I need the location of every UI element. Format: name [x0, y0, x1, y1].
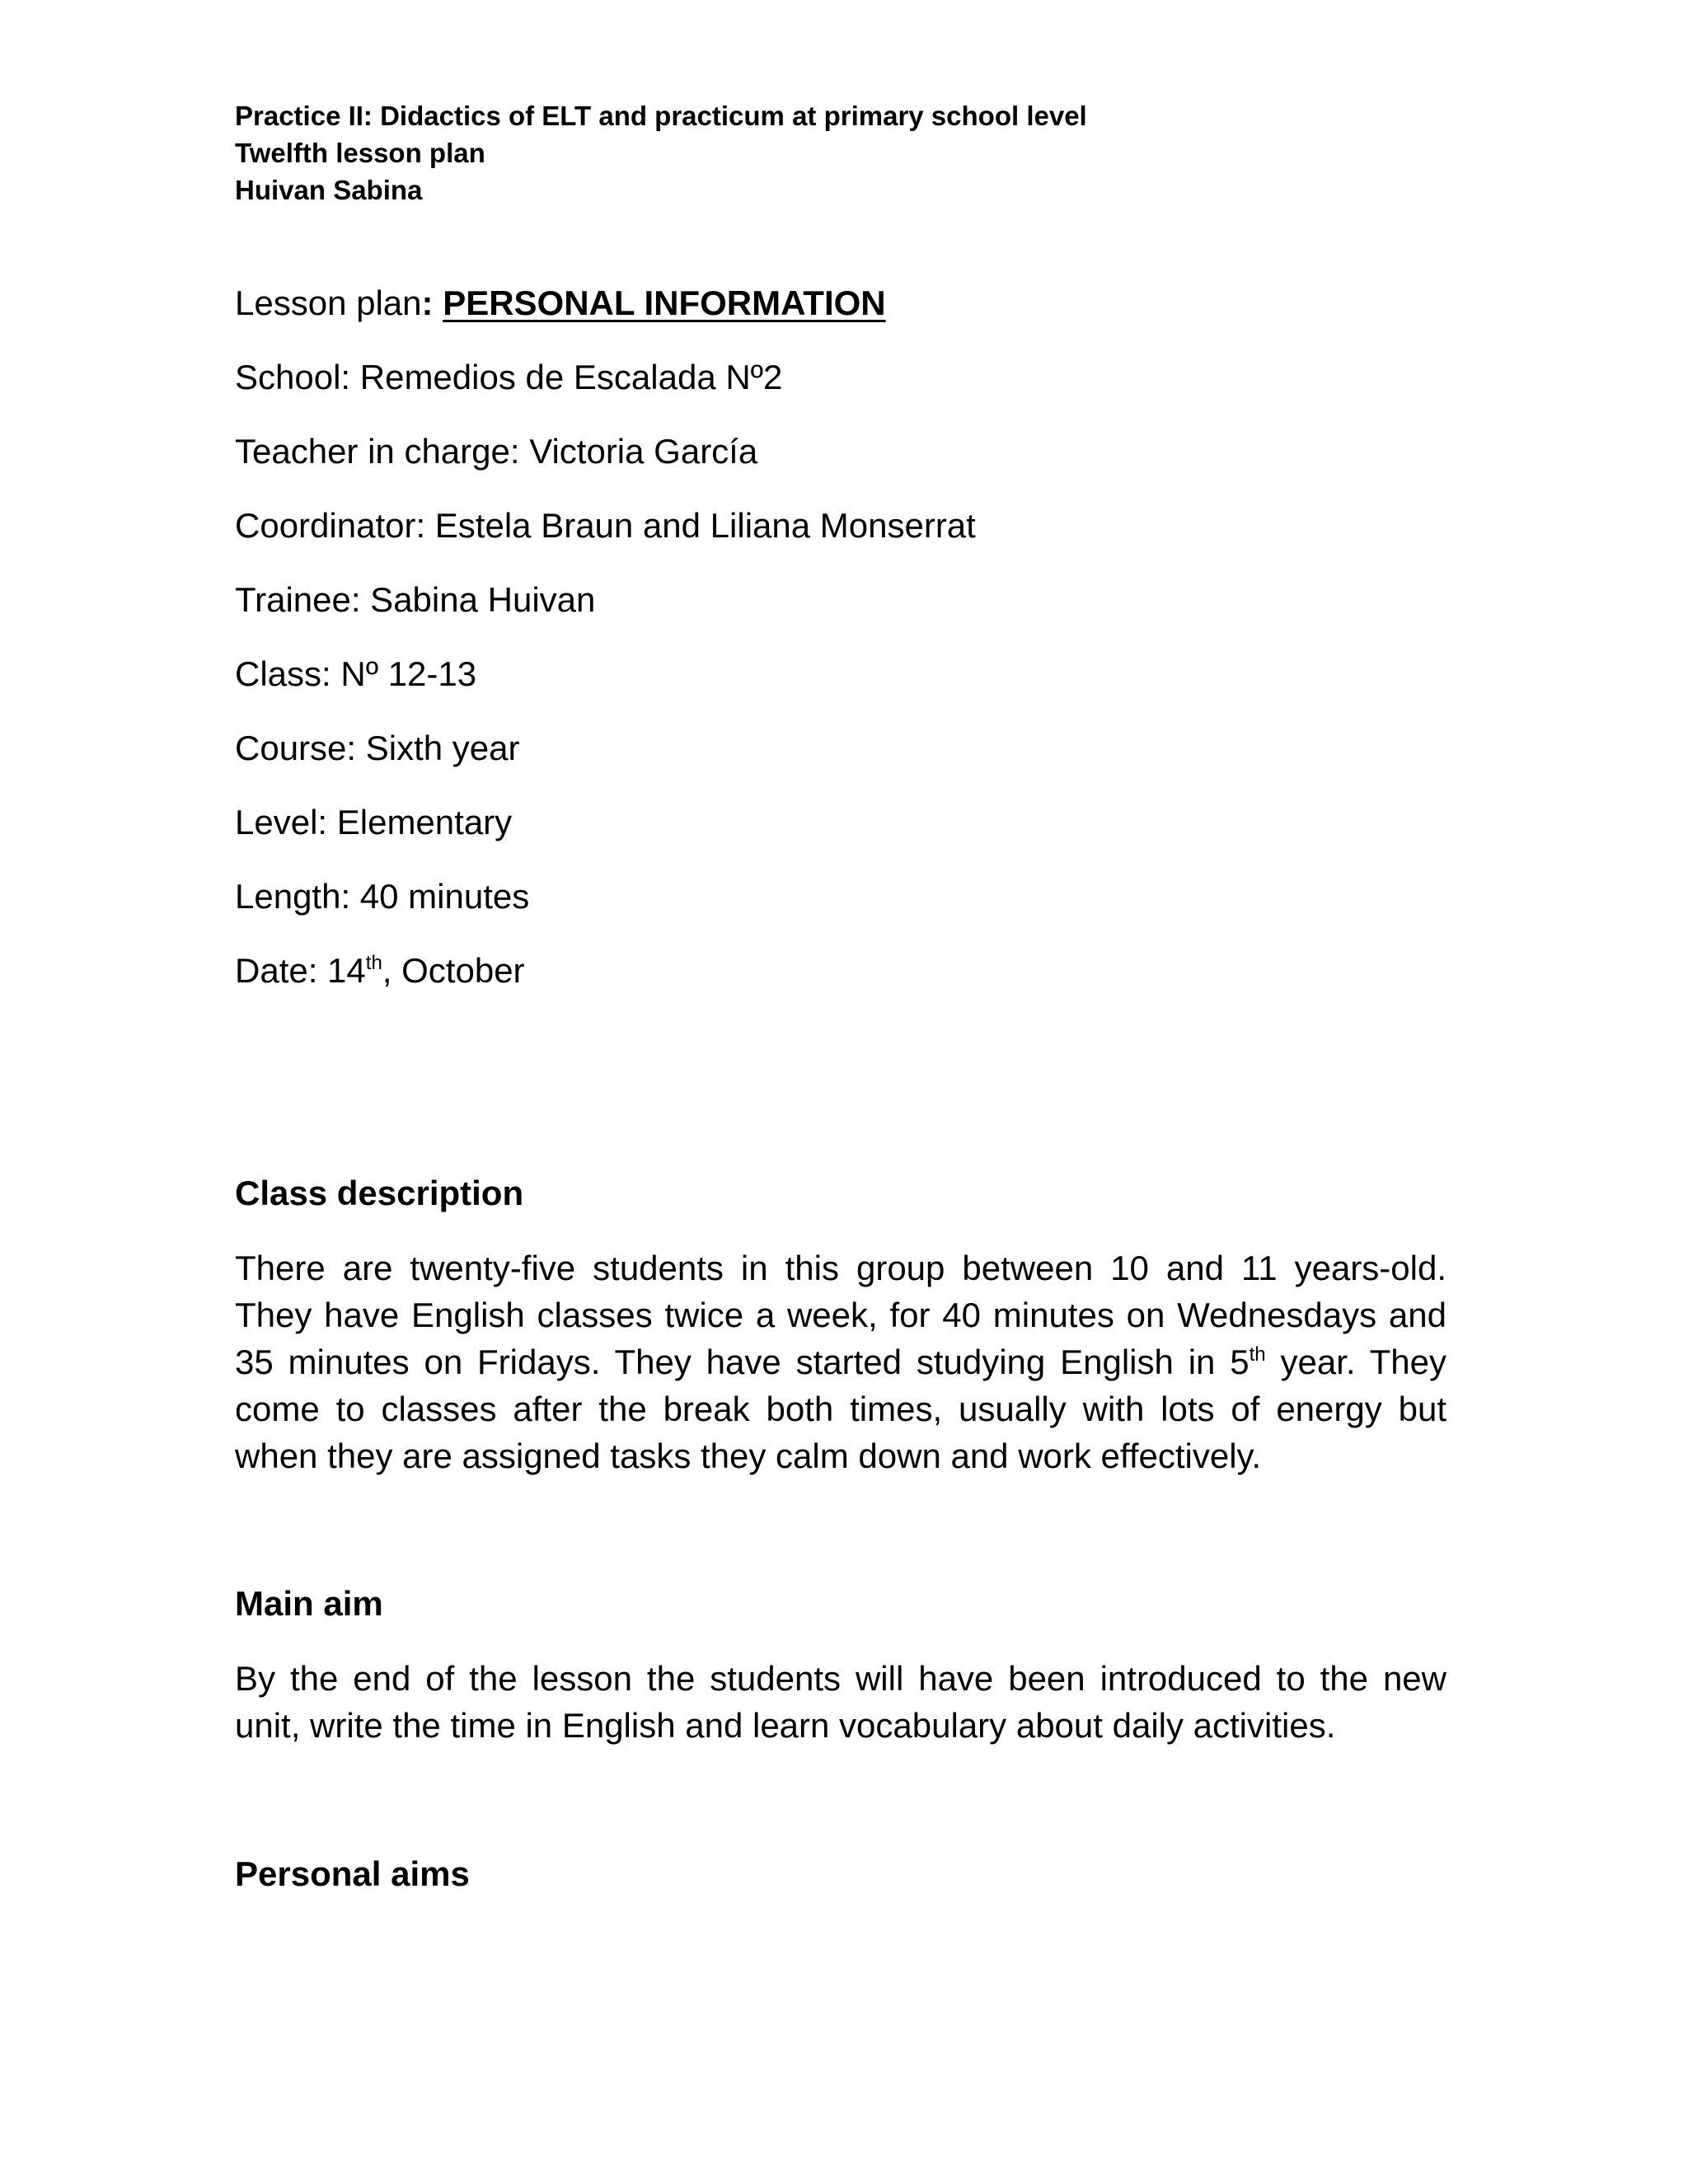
- paragraph-line: unit, write the time in English and learn vocabulary about daily activities.: [235, 1706, 1336, 1745]
- course-title: Practice II: Didactics of ELT and practicum at primary school level: [235, 101, 1087, 131]
- paragraph-line: They have English classes twice a week, for 40 minutes on Wednesdays and: [235, 1296, 1447, 1334]
- lesson-plan-colon: :: [421, 284, 434, 322]
- paragraph-line: By the end of the lesson the students will have been introduced to the new: [235, 1659, 1447, 1698]
- date-prefix: Date: 14: [235, 951, 366, 990]
- author-name: Huivan Sabina: [235, 175, 423, 205]
- date-field: [235, 949, 525, 992]
- line-prefix: 35 minutes on Fridays. They have started studying English in 5: [235, 1343, 1250, 1381]
- date-ordinal: th: [365, 952, 382, 974]
- coordinator-field: Coordinator: Estela Braun and Liliana Monserrat: [235, 506, 976, 545]
- class-description-heading: Class description: [235, 1174, 524, 1212]
- paragraph-line: come to classes after the break both times, usually with lots of energy but: [235, 1390, 1447, 1428]
- document-header: [235, 97, 1087, 209]
- main-aim-heading: Main aim: [235, 1584, 383, 1623]
- paragraph-line: There are twenty-five students in this group between 10 and 11 years-old.: [235, 1249, 1447, 1287]
- level-field: Level: Elementary: [235, 803, 513, 841]
- main-aim-text: [235, 1655, 1447, 1749]
- personal-aims-heading: Personal aims: [235, 1854, 470, 1893]
- line-suffix: year. They: [1265, 1343, 1447, 1381]
- school-field: School: Remedios de Escalada Nº2: [235, 358, 783, 396]
- ordinal-suffix: th: [1249, 1343, 1266, 1366]
- lesson-plan-number: Twelfth lesson plan: [235, 138, 485, 168]
- course-field: Course: Sixth year: [235, 729, 520, 767]
- paragraph-line: when they are assigned tasks they calm down and work effectively.: [235, 1436, 1262, 1475]
- lesson-plan-label: Lesson plan: [235, 284, 422, 322]
- lesson-topic: PERSONAL INFORMATION: [443, 284, 886, 322]
- lesson-plan-title: [235, 282, 886, 325]
- length-field: Length: 40 minutes: [235, 877, 530, 916]
- teacher-field: Teacher in charge: Victoria García: [235, 432, 758, 471]
- class-field: Class: Nº 12-13: [235, 654, 477, 693]
- class-description-text: [235, 1244, 1447, 1479]
- paragraph-line: [235, 1338, 1447, 1385]
- date-suffix: , October: [382, 951, 525, 990]
- trainee-field: Trainee: Sabina Huivan: [235, 580, 596, 619]
